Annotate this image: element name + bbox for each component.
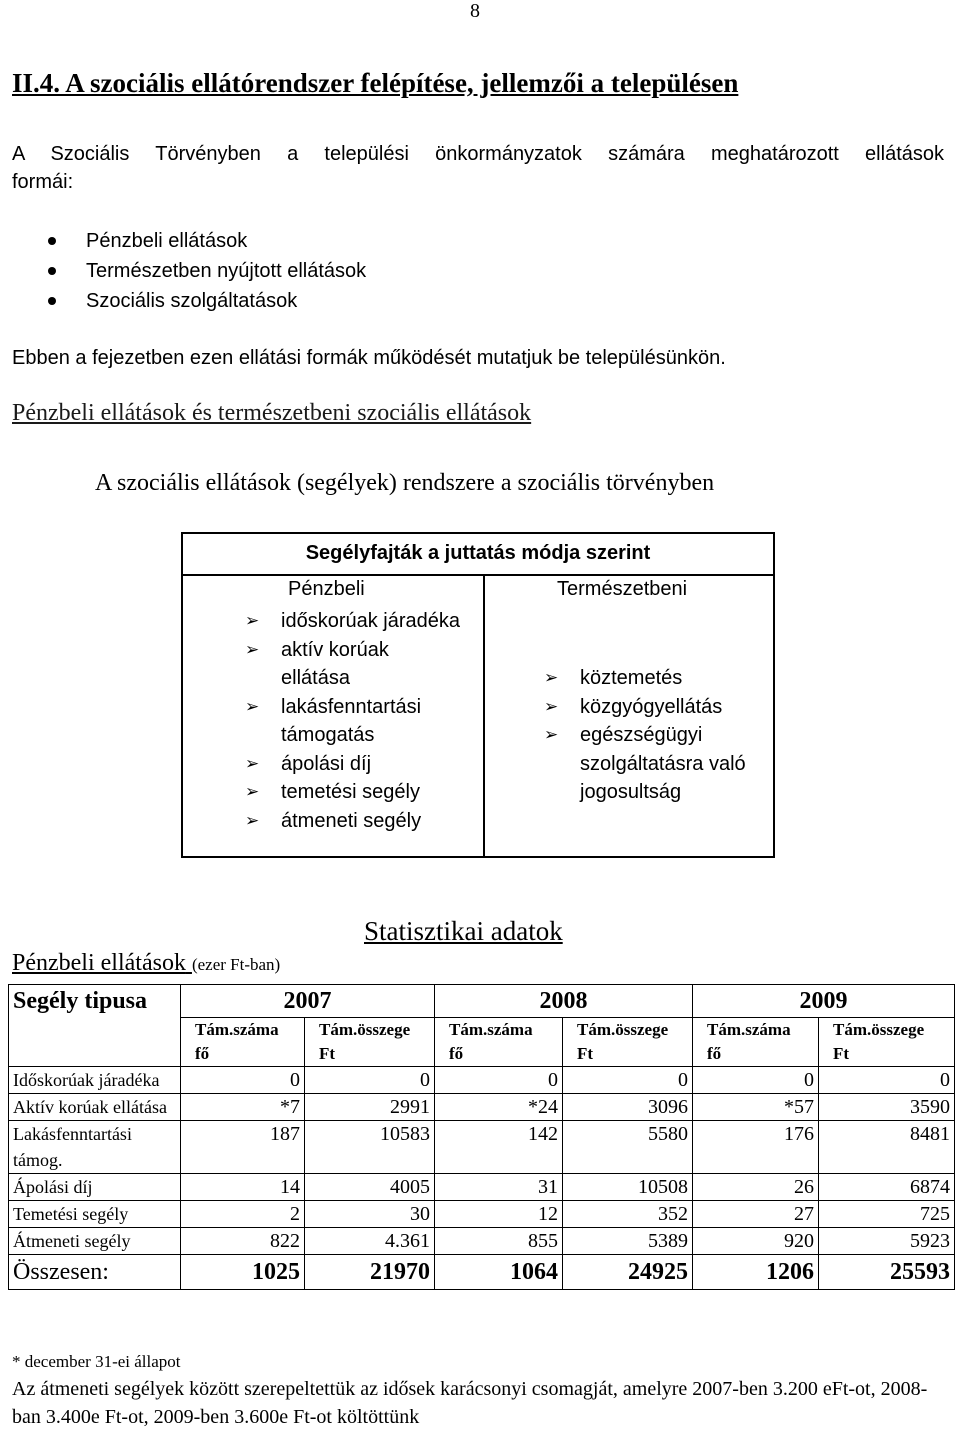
bullet-icon bbox=[48, 297, 56, 305]
table-cell: 31 bbox=[435, 1174, 563, 1201]
row-label: Temetési segély bbox=[9, 1201, 181, 1228]
total-cell: 1025 bbox=[181, 1255, 305, 1290]
column-subheader: Tám.összege Ft bbox=[305, 1018, 435, 1067]
table-cell: 4.361 bbox=[305, 1228, 435, 1255]
bullet-list bbox=[48, 226, 366, 316]
closing-paragraph: Az átmeneti segélyek között szerepeltettük az idősek karácsonyi csomagját, amelyre 2007-ben 3.200 eFt-ot, 2008-ban 3.400e Ft-ot, 2009-ben 3.600e Ft-ot költöttünk bbox=[12, 1378, 928, 1428]
table-cell: 0 bbox=[181, 1067, 305, 1094]
total-cell: 21970 bbox=[305, 1255, 435, 1290]
cash-aid-list bbox=[245, 607, 460, 835]
table-cell: 8481 bbox=[819, 1121, 955, 1174]
table-cell: 3096 bbox=[563, 1094, 693, 1121]
column-subheader: Tám.száma fő bbox=[693, 1018, 819, 1067]
table-heading: Pénzbeli ellátások (ezer Ft-ban) bbox=[12, 950, 281, 976]
total-cell: 25593 bbox=[819, 1255, 955, 1290]
list-item-continuation: támogatás bbox=[281, 724, 375, 746]
list-item: ➢ ápolási díj bbox=[245, 750, 460, 779]
arrow-bullet-icon: ➢ bbox=[245, 639, 260, 659]
table-cell: *24 bbox=[435, 1094, 563, 1121]
table-cell: 187 bbox=[181, 1121, 305, 1174]
table-cell: 0 bbox=[693, 1067, 819, 1094]
stats-table bbox=[8, 984, 955, 1290]
table-row bbox=[9, 1067, 955, 1094]
table-cell: 920 bbox=[693, 1228, 819, 1255]
table-row bbox=[9, 1228, 955, 1255]
list-item: Pénzbeli ellátások bbox=[48, 226, 366, 256]
arrow-bullet-icon: ➢ bbox=[245, 782, 260, 801]
bullet-icon bbox=[48, 267, 56, 275]
list-item: Természetben nyújtott ellátások bbox=[48, 256, 366, 286]
table-row bbox=[9, 1174, 955, 1201]
row-label: Időskorúak járadéka bbox=[9, 1067, 181, 1094]
table-cell: 30 bbox=[305, 1201, 435, 1228]
column-subheader: Tám.összege Ft bbox=[563, 1018, 693, 1067]
total-label: Összesen: bbox=[9, 1255, 181, 1290]
table-cell: 2 bbox=[181, 1201, 305, 1228]
table-cell: 5389 bbox=[563, 1228, 693, 1255]
row-label: Lakásfenntartási támog. bbox=[9, 1121, 181, 1174]
list-item: Szociális szolgáltatások bbox=[48, 286, 366, 316]
list-item: ➢ temetési segély bbox=[245, 778, 460, 807]
inkind-aid-list bbox=[544, 664, 746, 807]
column-header-year: 2009 bbox=[693, 985, 955, 1018]
list-item-continuation: ellátása bbox=[281, 667, 350, 689]
table-header-row bbox=[9, 985, 955, 1018]
page-number: 8 bbox=[470, 0, 480, 22]
table-cell: *57 bbox=[693, 1094, 819, 1121]
col-head-cash: Pénzbeli bbox=[288, 578, 365, 600]
arrow-bullet-icon: ➢ bbox=[544, 725, 559, 744]
table-cell: 2991 bbox=[305, 1094, 435, 1121]
table-cell: 0 bbox=[435, 1067, 563, 1094]
row-label: Átmeneti segély bbox=[9, 1228, 181, 1255]
col-head-inkind: Természetbeni bbox=[557, 578, 688, 600]
column-header-type: Segély tipusa bbox=[9, 985, 181, 1067]
table-cell: 0 bbox=[563, 1067, 693, 1094]
table-cell: 14 bbox=[181, 1174, 305, 1201]
table-cell: 725 bbox=[819, 1201, 955, 1228]
bullet-icon bbox=[48, 237, 56, 245]
stat-heading: Statisztikai adatok bbox=[364, 916, 563, 946]
list-item: ➢ lakásfenntartási bbox=[245, 693, 460, 722]
table-cell: 0 bbox=[819, 1067, 955, 1094]
table-cell: 142 bbox=[435, 1121, 563, 1174]
section-heading: Pénzbeli ellátások és természetbeni szociális ellátások bbox=[12, 400, 532, 426]
table-cell: 822 bbox=[181, 1228, 305, 1255]
total-cell: 1206 bbox=[693, 1255, 819, 1290]
arrow-bullet-icon: ➢ bbox=[544, 668, 559, 687]
table-cell: *7 bbox=[181, 1094, 305, 1121]
chapter-summary: Ebben a fejezetben ezen ellátási formák működését mutatjuk be településünkön. bbox=[12, 347, 726, 369]
column-header-year: 2008 bbox=[435, 985, 693, 1018]
box-title: Segélyfajták a juttatás módja szerint bbox=[305, 542, 651, 564]
table-cell: 176 bbox=[693, 1121, 819, 1174]
column-header-year: 2007 bbox=[181, 985, 435, 1018]
column-subheader: Tám.száma fő bbox=[181, 1018, 305, 1067]
table-cell: 6874 bbox=[819, 1174, 955, 1201]
table-cell: 26 bbox=[693, 1174, 819, 1201]
arrow-bullet-icon: ➢ bbox=[245, 611, 260, 630]
intro-line-2: formái: bbox=[12, 171, 74, 193]
row-label: Ápolási díj bbox=[9, 1174, 181, 1201]
table-cell: 5580 bbox=[563, 1121, 693, 1174]
table-cell: 0 bbox=[305, 1067, 435, 1094]
list-item: ➢ egészségügyi bbox=[544, 721, 746, 750]
total-cell: 1064 bbox=[435, 1255, 563, 1290]
table-cell: 4005 bbox=[305, 1174, 435, 1201]
table-cell: 352 bbox=[563, 1201, 693, 1228]
table-cell: 10583 bbox=[305, 1121, 435, 1174]
diagram-heading: A szociális ellátások (segélyek) rendszere a szociális törvényben bbox=[95, 470, 715, 496]
table-cell: 855 bbox=[435, 1228, 563, 1255]
table-cell: 12 bbox=[435, 1201, 563, 1228]
list-item: ➢ aktív korúak bbox=[245, 636, 460, 665]
row-label: Aktív korúak ellátása bbox=[9, 1094, 181, 1121]
intro-line-1: A Szociális Törvényben a települési önkormányzatok számára meghatározott ellátások bbox=[12, 143, 944, 165]
table-unit: (ezer Ft-ban) bbox=[191, 955, 281, 974]
list-item-continuation: jogosultság bbox=[580, 781, 682, 803]
arrow-bullet-icon: ➢ bbox=[245, 696, 260, 716]
list-item: ➢ időskorúak járadéka bbox=[245, 607, 460, 636]
table-row bbox=[9, 1121, 955, 1174]
list-item: ➢ köztemetés bbox=[544, 664, 746, 693]
chapter-heading: II.4. A szociális ellátórendszer felépítése, jellemzői a településen bbox=[12, 68, 739, 98]
table-total-row bbox=[9, 1255, 955, 1290]
column-subheader: Tám.összege Ft bbox=[819, 1018, 955, 1067]
table-row bbox=[9, 1201, 955, 1228]
list-item: ➢ közgyógyellátás bbox=[544, 693, 746, 722]
column-subheader: Tám.száma fő bbox=[435, 1018, 563, 1067]
table-cell: 3590 bbox=[819, 1094, 955, 1121]
table-row bbox=[9, 1094, 955, 1121]
table-cell: 5923 bbox=[819, 1228, 955, 1255]
footnote: * december 31-ei állapot bbox=[12, 1352, 181, 1371]
list-item: ➢ átmeneti segély bbox=[245, 807, 460, 836]
arrow-bullet-icon: ➢ bbox=[544, 696, 559, 716]
total-cell: 24925 bbox=[563, 1255, 693, 1290]
table-cell: 10508 bbox=[563, 1174, 693, 1201]
arrow-bullet-icon: ➢ bbox=[245, 810, 260, 830]
list-item-continuation: szolgáltatásra való bbox=[580, 752, 746, 775]
table-cell: 27 bbox=[693, 1201, 819, 1228]
arrow-bullet-icon: ➢ bbox=[245, 753, 260, 773]
aid-types-box bbox=[181, 532, 775, 858]
